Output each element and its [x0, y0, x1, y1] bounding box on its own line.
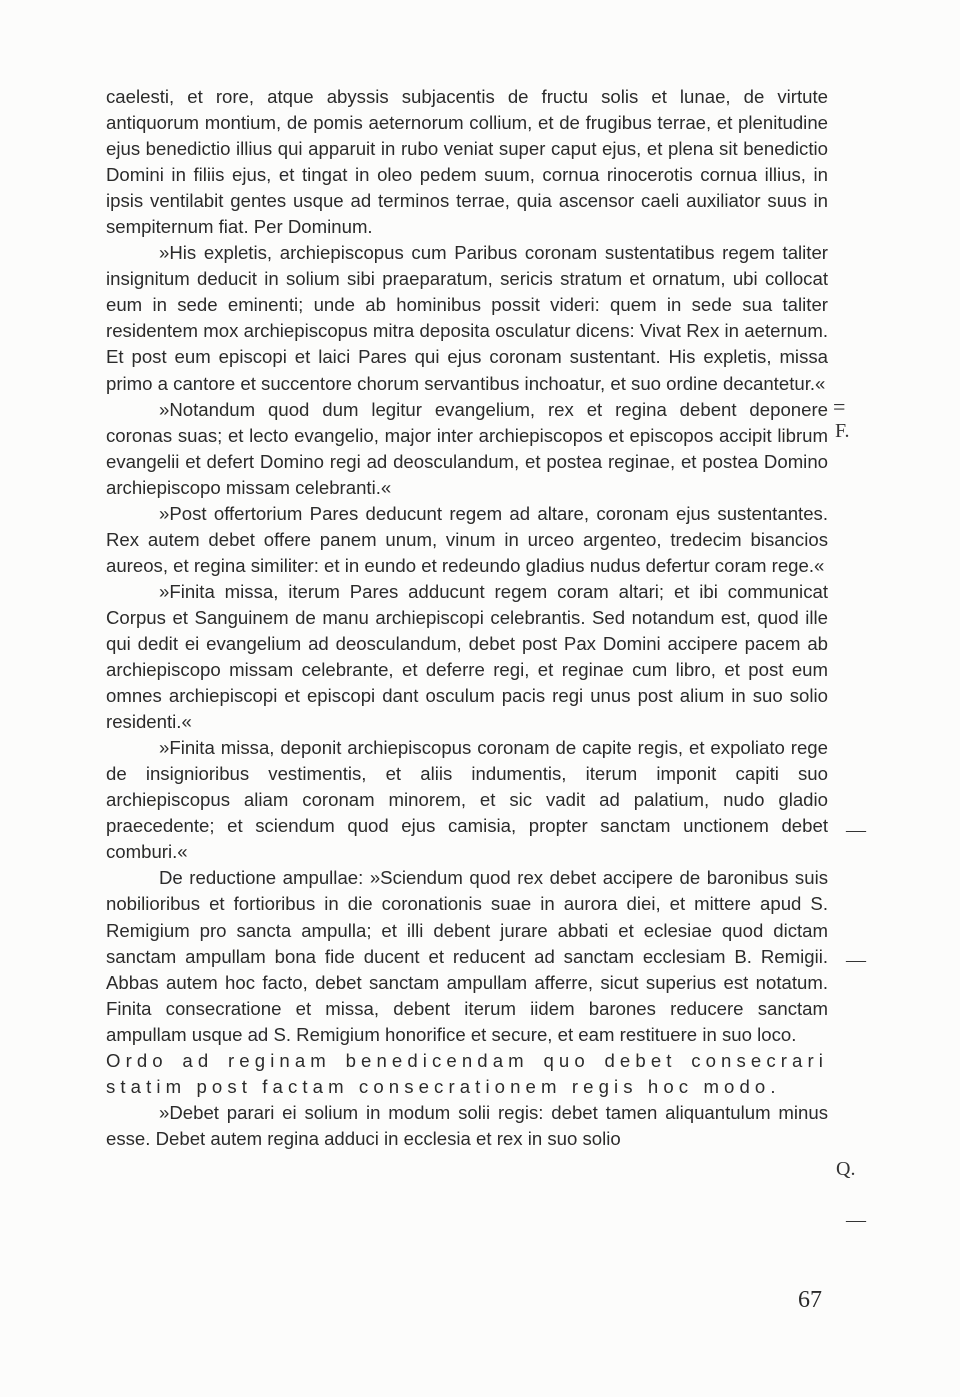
paragraph-3: »Notandum quod dum legitur evangelium, rex et regina debent deponere coronas suas; et lecto evangelio, major inter archiepiscopos et episcopos accipit librum evangelii et defert Domino regi ad deosculandum, et postea reginae, et postea Domino archiepiscopo missam celebranti.« — [106, 398, 828, 498]
margin-dash-1: — — [846, 819, 866, 841]
section-heading: Ordo ad reginam benedicendam quo debet consecrari statim post factam consecrationem regis hoc modo. — [106, 1049, 828, 1097]
margin-double-dash: = — [833, 394, 846, 419]
margin-mark-q: Q. — [836, 1158, 856, 1180]
paragraph-1: caelesti, et rore, atque abyssis subjacentis de fructu solis et lunae, de virtute antiquorum montium, de pomis aeternorum collium, et de frugibus terrae, et plenitudine ejus benedictio illius qui apparuit in rubo veniat super caput ejus, et plena sit benedictio Domini in filiis ejus, et tingat in oleo pedem suum, cornua rinocerotis cornua illius, in ipsis ventilabit gentes usque ad terminos terrae, quia ascensor caeli auxiliator suus in sempiternum fiat. Per Dominum. — [106, 86, 828, 238]
body-text — [106, 84, 828, 1152]
page-number: 67 — [798, 1287, 822, 1313]
paragraph-8: »Debet parari ei solium in modum solii regis: debet tamen aliquantulum minus esse. Debet autem regina adduci in ecclesia et rex in suo solio — [106, 1101, 828, 1149]
paragraph-5: »Finita missa, iterum Pares adducunt regem coram altari; et ibi communicat Corpus et Sanguinem de manu archiepiscopi celebrantis. Sed notandum est, quod ille qui dedit ei evangelium ad deosculandum, debet post Pax Domini accipere pacem ab archiepiscopo missam celebrante, et deferre regi, et reginae cum libro, et post eum omnes archiepiscopi et episcopi dant osculum pacis regi unus post alium in suo solio residenti.« — [106, 580, 828, 733]
margin-dash-2: — — [846, 949, 866, 971]
paragraph-2: »His expletis, archiepiscopus cum Paribus coronam sustentatibus regem taliter insignitum deducit in solium sibi praeparatum, sericis stratum et ornatum, ubi collocat eum in sede eminenti; unde ab hominibus possit videri: quem in sede sua taliter residentem mox archiepiscopus mitra deposita osculatur dicens: Vivat Rex in aeternum. Et post eum episcopi et laici Pares qui ejus coronam sustentant. His expletis, missa primo a cantore et succentore chorum servantibus inchoatur, et suo ordine decantetur.« — [106, 242, 828, 394]
paragraph-7: De reductione ampullae: »Sciendum quod rex debet accipere de baronibus suis nobilioribus et fortioribus in die coronationis suae in aurora diei, et mittere apud S. Remigium pro sancta ampulla; et illi debent jurare abbati et eclesiae quod dictam sanctam ampullam bona fide ducent et reducent ad sanctam ecclesiam B. Remigii. Abbas autem hoc facto, debet sanctam ampullam afferre, sicut superius est notatum. Finita consecratione et missa, debent iterum iidem barones reducere sanctam ampullam usque ad S. Remigium honorifice et secure, et eam restituere in suo loco. — [106, 867, 828, 1045]
margin-mark-f: F. — [835, 420, 850, 442]
paragraph-6: »Finita missa, deponit archiepiscopus coronam de capite regis, et expoliato rege de insignioribus vestimentis, et aliis indumentis, iterum imponit capiti suo archiepiscopus aliam coronam minorem, et sic vadit ad palatium, nudo gladio praecedente; et sciendum quod ejus camisia, propter sanctam unctionem debet comburi.« — [106, 737, 828, 863]
paragraph-4: »Post offertorium Pares deducunt regem ad altare, coronam ejus sustentantes. Rex autem debet offere panem unum, vinum in urceo argenteo, tredecim bisancios aureos, et regina similiter: et in eundo et redeundo gladius nudus defertur coram rege.« — [106, 502, 828, 576]
margin-dash-3: — — [846, 1209, 866, 1231]
